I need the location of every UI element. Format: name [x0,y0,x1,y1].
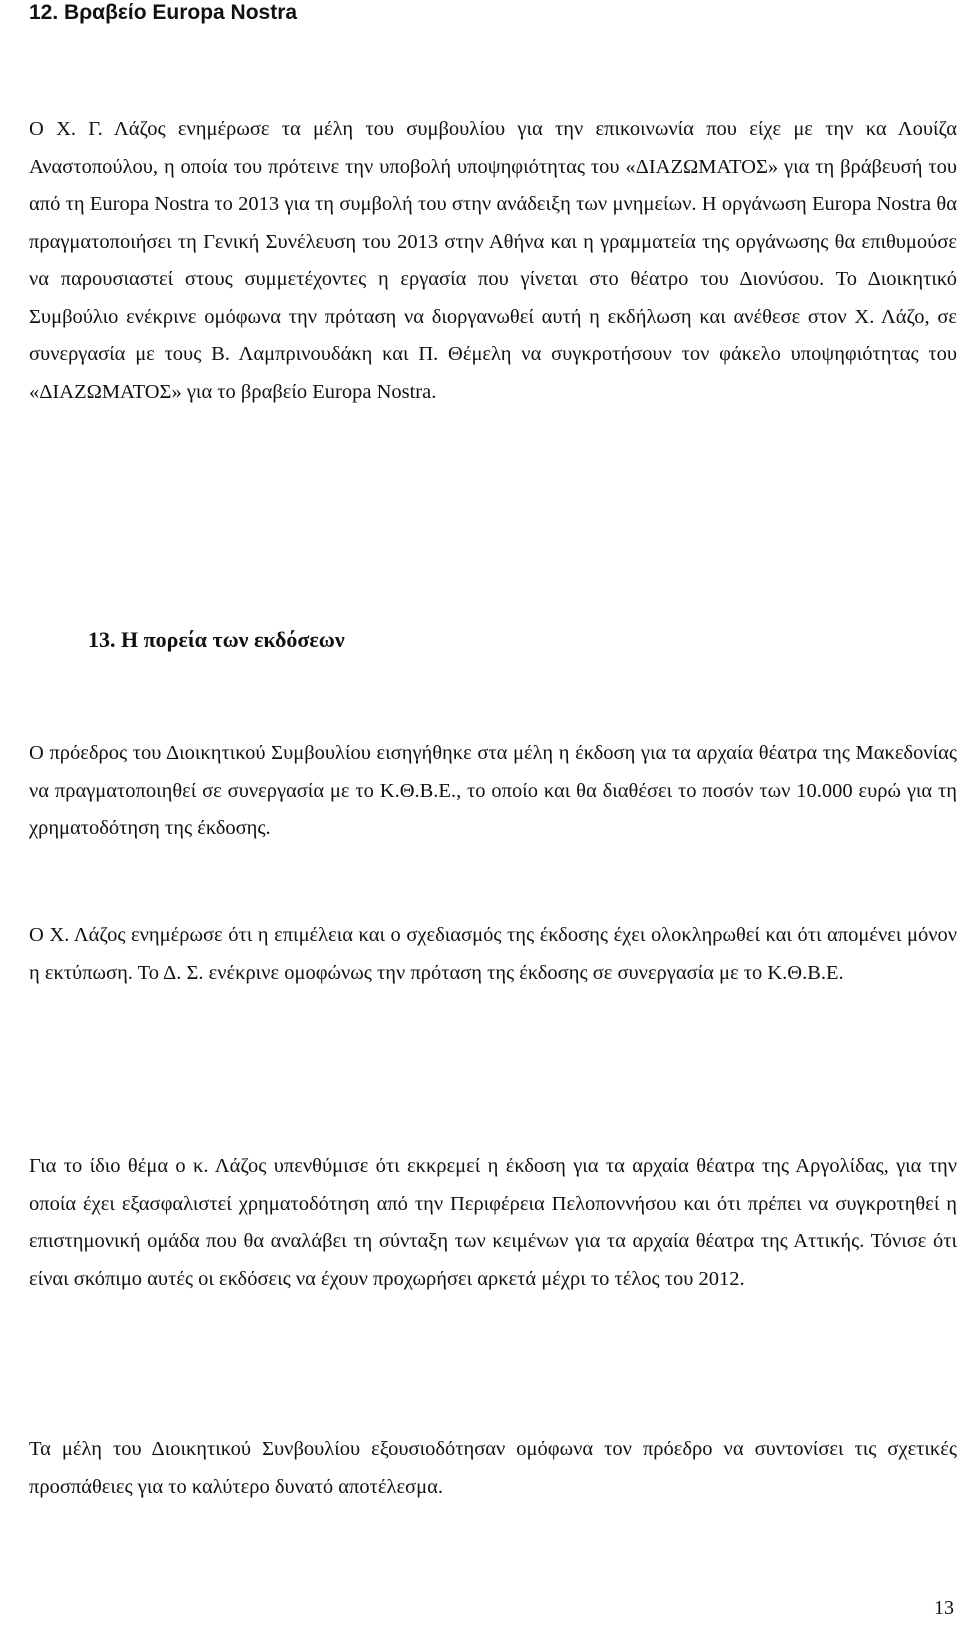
section-13-paragraph-1: Ο πρόεδρος του Διοικητικού Συμβουλίου εισηγήθηκε στα μέλη η έκδοση για τα αρχαία θέατρα της Μακεδονίας να πραγματοποιηθεί σε συνεργασία με το Κ.Θ.Β.Ε., το οποίο και θα διαθέσει το ποσόν των 10.000 ευρώ για τη χρηματοδότηση της έκδοσης. [29,742,957,839]
page-number: 13 [934,1597,954,1619]
section-12-paragraph: Ο Χ. Γ. Λάζος ενημέρωσε τα μέλη του συμβουλίου για την επικοινωνία που είχε με την κα Λουίζα Αναστοπούλου, η οποία του πρότεινε την υποβολή υποψηφιότητας του «ΔΙΑΖΩΜΑΤΟΣ» για τη βράβευσή του από τη Europa Nostra το 2013 για τη συμβολή του στην ανάδειξη των μνημείων. Η οργάνωση Europa Nostra θα πραγματοποιήσει τη Γενική Συνέλευση του 2013 στην Αθήνα και η γραμματεία της οργάνωσης θα επιθυμούσε να παρουσιαστεί στους συμμετέχοντες η εργασία που γίνεται στο θέατρο του Διονύσου. Το Διοικητικό Συμβούλιο ενέκρινε ομόφωνα την πρόταση να διοργανωθεί αυτή η εκδήλωση και ανέθεσε στον Χ. Λάζο, σε συνεργασία με τους Β. Λαμπρινουδάκη και Π. Θέμελη να συγκροτήσουν τον φάκελο υποψηφιότητας του «ΔΙΑΖΩΜΑΤΟΣ» για το βραβείο Europa Nostra. [29,118,957,403]
section-13-paragraph-2: Ο Χ. Λάζος ενημέρωσε ότι η επιμέλεια και ο σχεδιασμός της έκδοσης έχει ολοκληρωθεί και ότι απομένει μόνον η εκτύπωση. Το Δ. Σ. ενέκρινε ομοφώνως την πρόταση της έκδοσης σε συνεργασία με το Κ.Θ.Β.Ε. [29,924,957,984]
section-13-heading: 13. Η πορεία των εκδόσεων [88,627,345,652]
section-13-paragraph-3: Για το ίδιο θέμα ο κ. Λάζος υπενθύμισε ότι εκκρεμεί η έκδοση για τα αρχαία θέατρα της Αργολίδας, για την οποία έχει εξασφαλιστεί χρηματοδότηση από την Περιφέρεια Πελοποννήσου και ότι πρέπει να συγκροτηθεί η επιστημονική ομάδα που θα αναλάβει τη σύνταξη των κειμένων για τα αρχαία θέατρα της Αττικής. Τόνισε ότι είναι σκόπιμο αυτές οι εκδόσεις να έχουν προχωρήσει αρκετά μέχρι το τέλος του 2012. [29,1155,957,1290]
section-12-heading: 12. Βραβείο Europa Nostra [29,1,298,24]
section-13-paragraph-4: Τα μέλη του Διοικητικού Συνβουλίου εξουσιοδότησαν ομόφωνα τον πρόεδρο να συντονίσει τις σχετικές προσπάθειες για το καλύτερο δυνατό αποτέλεσμα. [29,1438,957,1498]
